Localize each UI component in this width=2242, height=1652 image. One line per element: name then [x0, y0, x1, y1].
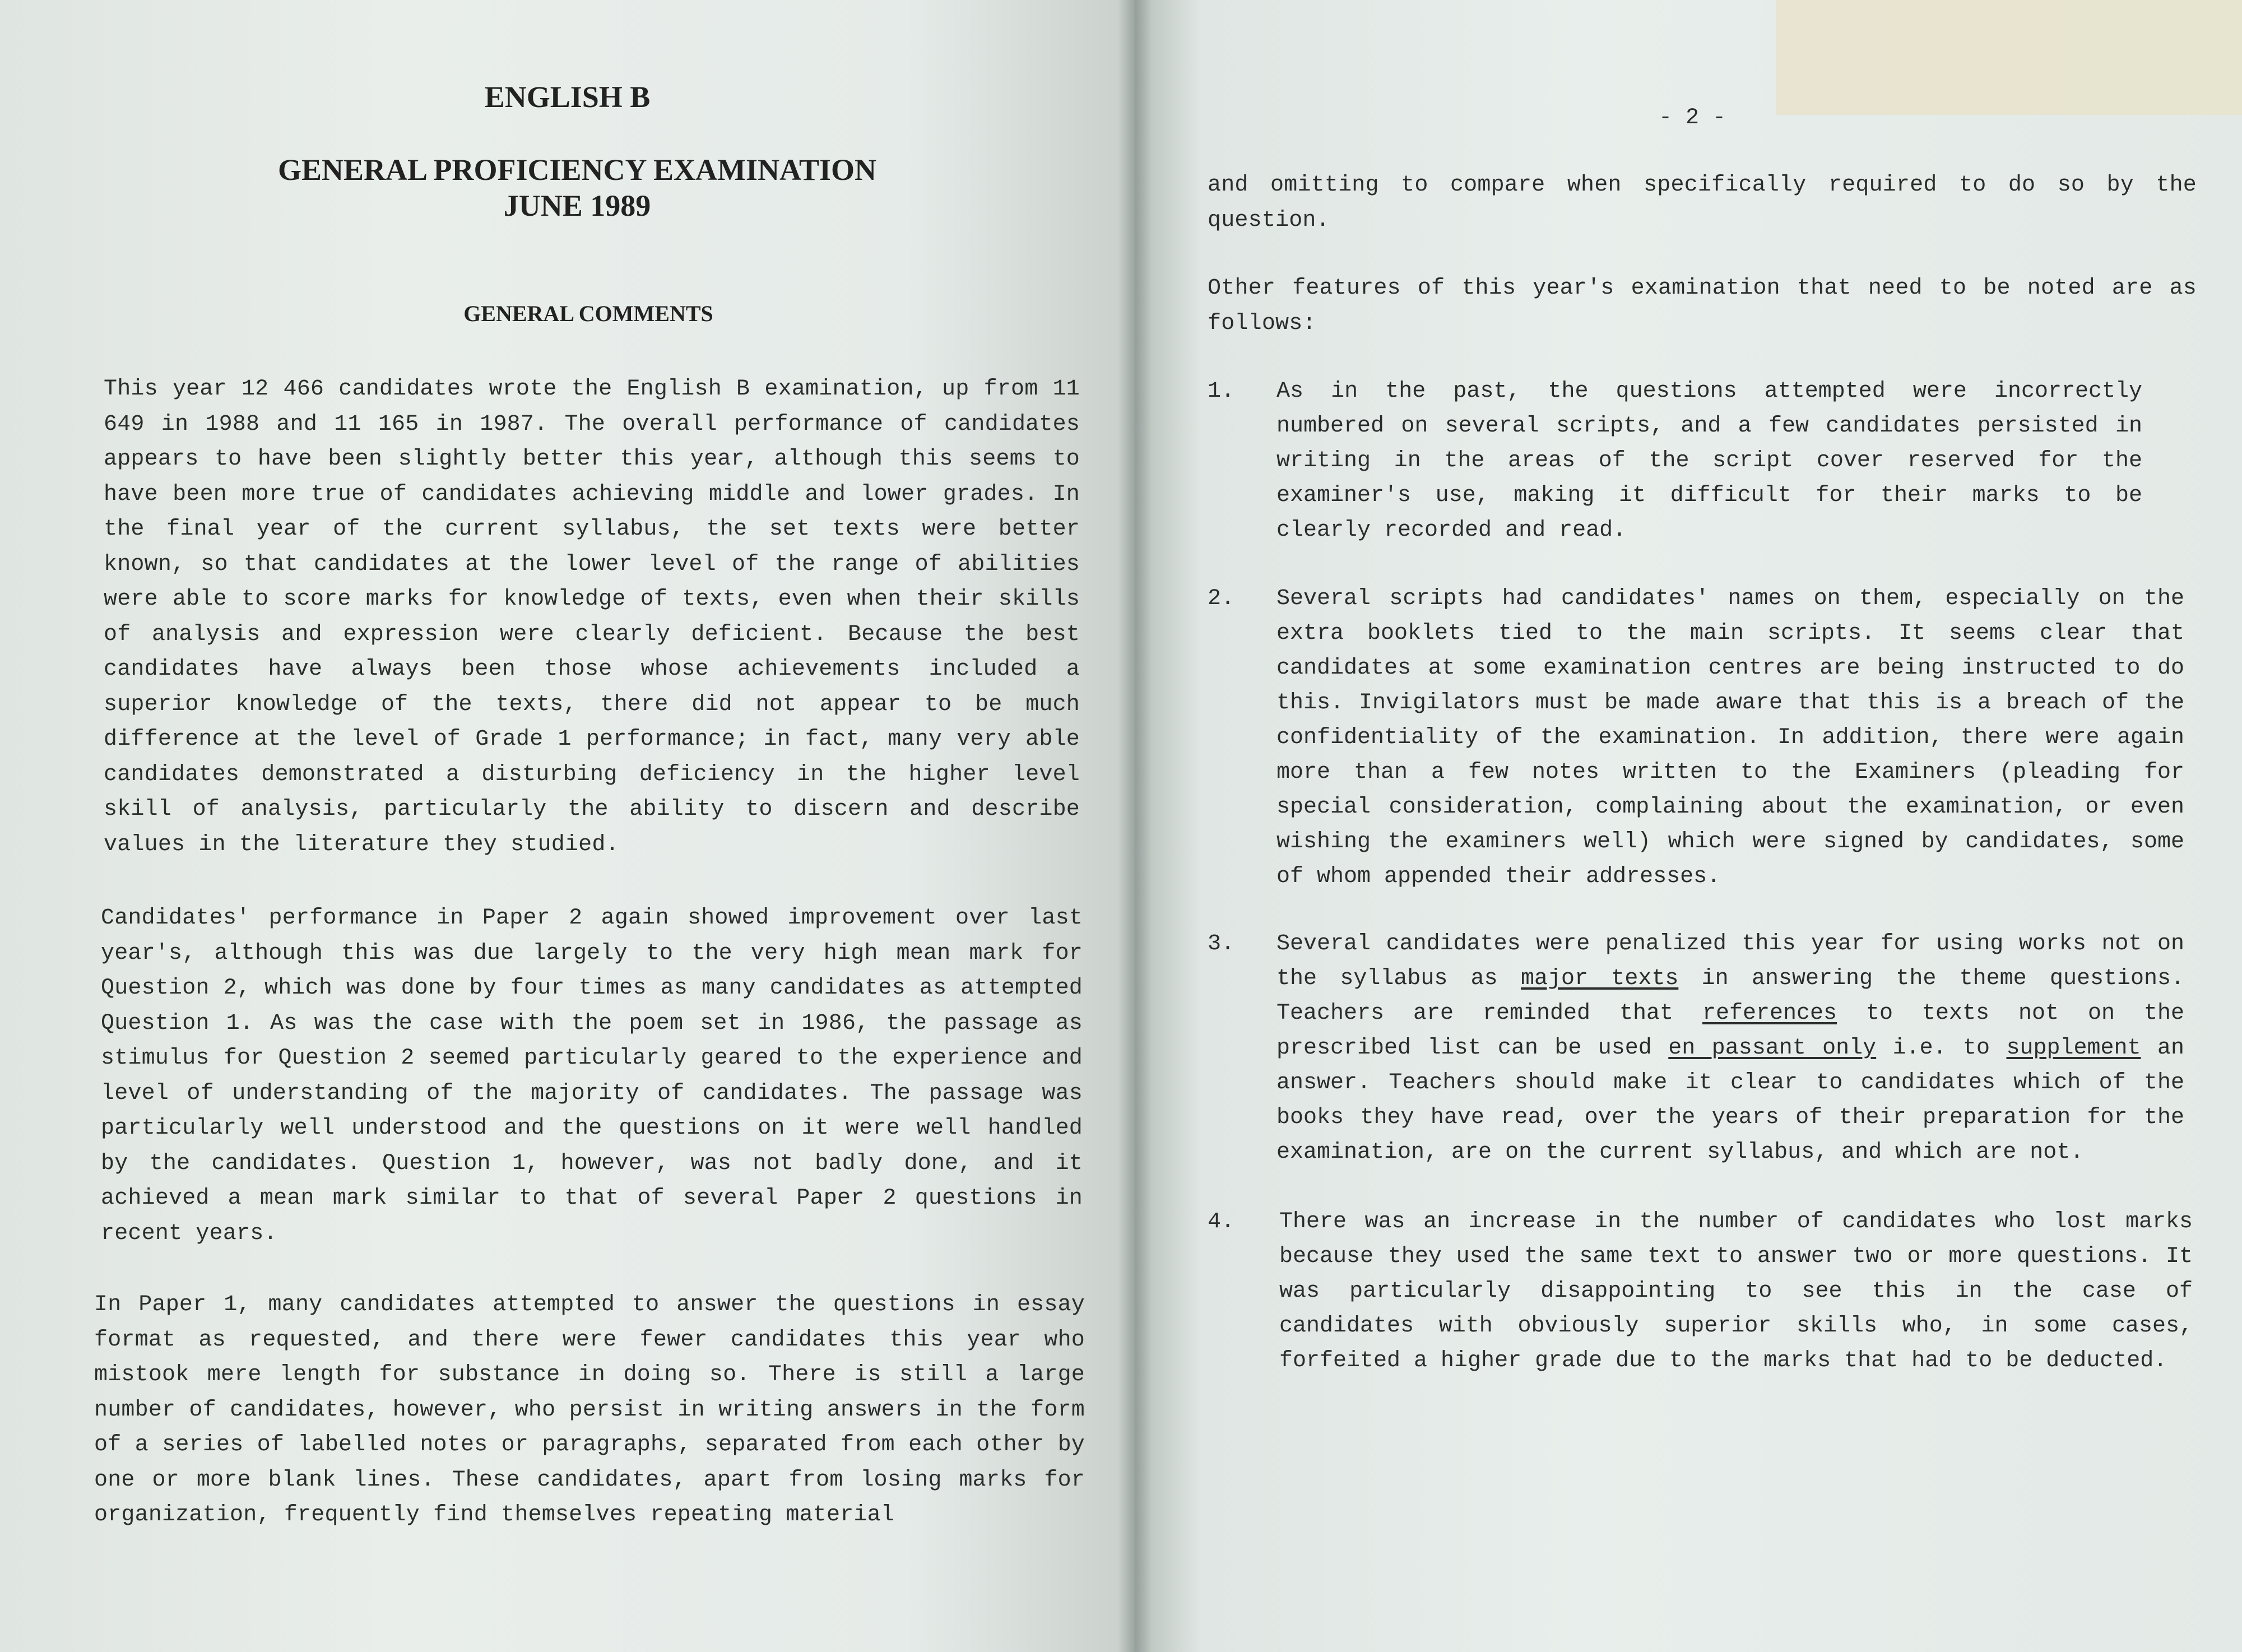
section-heading: GENERAL COMMENTS [463, 301, 713, 326]
features-intro: Other features of this year's examination that need to be noted are as follows: [1208, 276, 2197, 336]
book-gutter [1118, 0, 1152, 1652]
underlined-en-passant-only: en passant only [1668, 1036, 1877, 1061]
item-text-3 [1276, 927, 2184, 1170]
item-text-4: There was an increase in the number of candidates who lost marks because they used the same text to answer two or more questions. It was particularly disappointing to see this in the case of candidates with obviously superior skills who, in some cases, forfeited a higher grade due to the marks that had to be deducted. [1279, 1209, 2193, 1373]
exam-title: GENERAL PROFICIENCY EXAMINATION [277, 153, 877, 187]
item-3-part-2: in answering the theme questions. Teachers are reminded that [1276, 966, 2184, 1026]
underlined-major-texts: major texts [1520, 966, 1679, 991]
item-3-part-1: Several candidates were penalized this year for using works not on the syllabus as [1276, 931, 2184, 991]
item-3-part-5: an answer. Teachers should make it clear to candidates which of the books they have read, over the years of their preparation for the examination, are on the current syllabus, and which are not. [1276, 1036, 2184, 1165]
item-number-2: 2. [1208, 586, 1235, 611]
paragraph-paper-1: In Paper 1, many candidates attempted to answer the questions in essay format as requested, and there were fewer candidates this year who mistook mere length for substance in doing so. There is still a large number of candidates, however, who persist in writing answers in the form of a series of labelled notes or paragraphs, separated from each other by one or more blank lines. These candidates, apart from losing marks for organization, frequently find themselves repeating material [94, 1292, 1085, 1528]
item-3-part-4: i.e. to [1892, 1036, 1990, 1061]
exam-date: JUNE 1989 [503, 189, 651, 222]
item-text-1: As in the past, the questions attempted were incorrectly numbered on several scripts, and a few candidates persisted in writing in the areas of the script cover reserved for the examiner's use, making it difficult for their marks to be clearly recorded and read. [1276, 379, 2142, 543]
item-3-part-3: to texts not on the prescribed list can be used [1276, 1001, 2184, 1061]
item-number-3: 3. [1208, 931, 1235, 957]
paragraph-paper-2: Candidates' performance in Paper 2 again showed improvement over last year's, although this was due largely to the very high mean mark for Question 2, which was done by four times as many candidates as attempted Question 1. As was the case with the poem set in 1986, the passage as stimulus for Question 2 seemed particularly geared to the experience and level of understanding of the majority of candidates. The passage was particularly well understood and the questions on it were well handled by the candidates. Question 1, however, was not badly done, and it achieved a mean mark similar to that of several Paper 2 questions in recent years. [101, 906, 1083, 1246]
right-page [1135, 0, 2242, 1652]
underlined-references: references [1702, 1001, 1837, 1026]
underlined-supplement: supplement [2006, 1036, 2141, 1061]
paper-tab-strip [1776, 0, 2242, 115]
item-number-1: 1. [1208, 379, 1235, 404]
page-number: - 2 - [1659, 105, 1726, 131]
document-heading: ENGLISH B [484, 80, 651, 114]
continuation-text: and omitting to compare when specifically required to do so by the question. [1208, 173, 2197, 233]
paragraph-overall-performance: This year 12 466 candidates wrote the English B examination, up from 11 649 in 1988 and 11 165 in 1987. The overall performance of candidates appears to have been slightly better this year, although this seems to have been more true of candidates achieving middle and lower grades. In the final year of the current syllabus, the set texts were better known, so that candidates at the lower level of the range of abilities were able to score marks for knowledge of texts, even when their skills of analysis and expression were clearly deficient. Because the best candidates have always been those whose achievements included a superior knowledge of the texts, there did not appear to be much difference at the level of Grade 1 performance; in fact, many very able candidates demonstrated a disturbing deficiency in the higher level skill of analysis, particularly the ability to discern and describe values in the literature they studied. [104, 377, 1080, 857]
item-number-4: 4. [1208, 1209, 1235, 1235]
item-text-2: Several scripts had candidates' names on them, especially on the extra booklets tied to the main scripts. It seems clear that candidates at some examination centres are being instructed to do this. Invigilators must be made aware that this is a breach of the confidentiality of the examination. In addition, there were again more than a few notes written to the Examiners (pleading for special consideration, complaining about the examination, or even wishing the examiners well) which were signed by candidates, some of whom appended their addresses. [1276, 586, 2184, 889]
